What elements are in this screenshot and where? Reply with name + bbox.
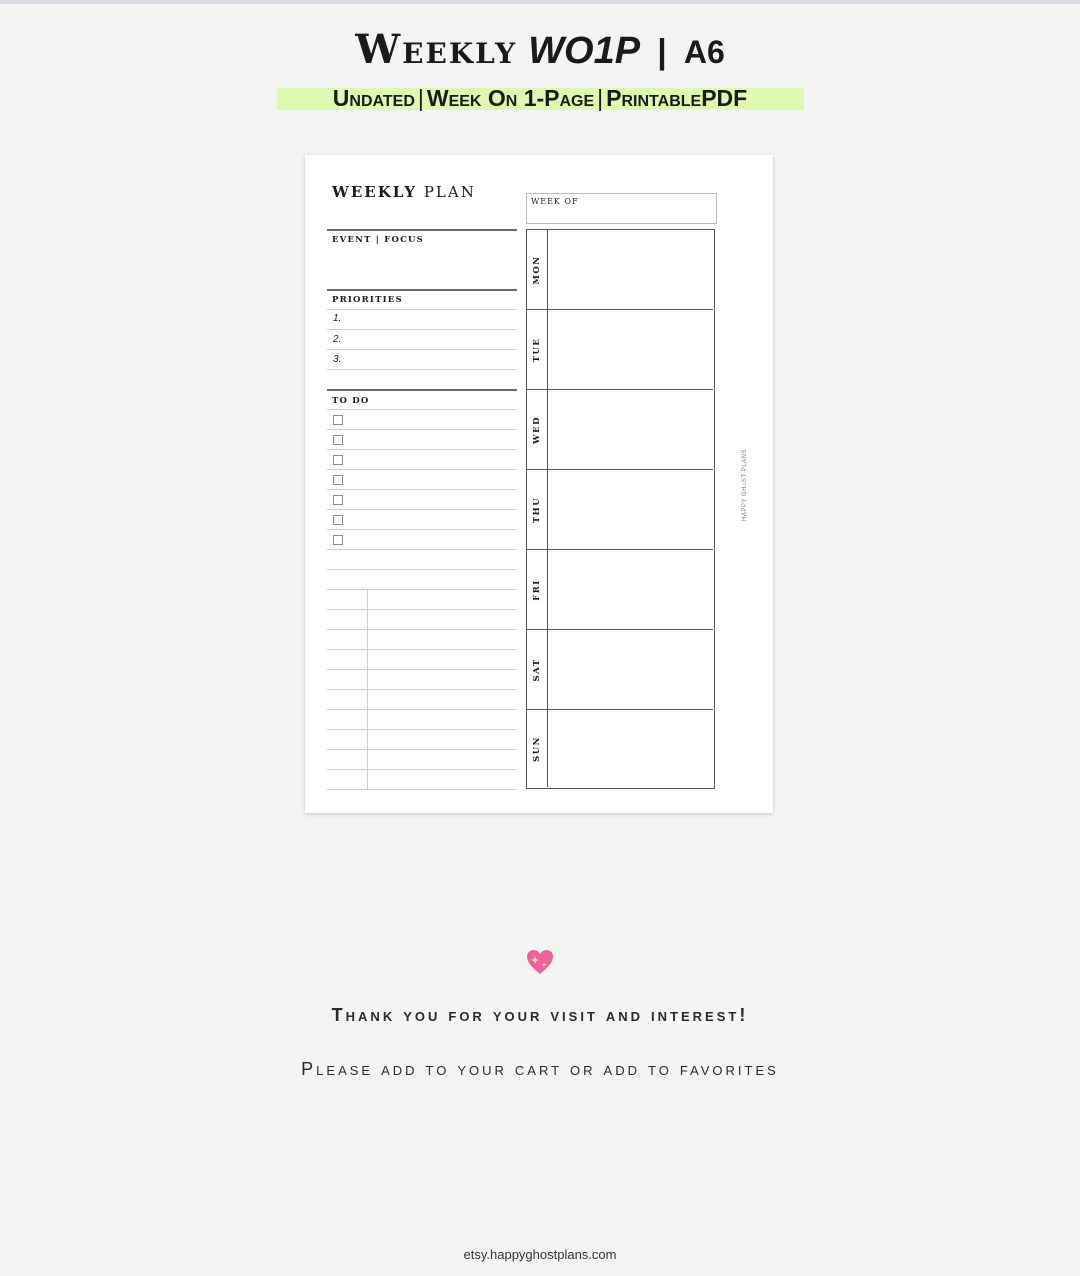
planner-sheet (305, 155, 773, 813)
week-of-label: WEEK OF (531, 197, 579, 206)
call-to-action-text: Please add to your cart or add to favorites (301, 1059, 779, 1079)
subtitle-printable: PrintablePDF (606, 85, 748, 111)
event-focus-label: EVENT | FOCUS (332, 235, 425, 245)
site-url[interactable]: etsy.happyghostplans.com (463, 1247, 617, 1262)
day-cell-wed[interactable] (527, 390, 713, 470)
todo-label: TO DO (332, 396, 370, 406)
top-edge-bar (0, 0, 1080, 4)
priority-number: 3. (333, 354, 342, 365)
thank-you-text: Thank you for your visit and interest! (331, 1005, 749, 1025)
day-cell-fri[interactable] (527, 550, 713, 630)
rule (327, 669, 517, 670)
planner-title-bold: WEEKLY (332, 183, 418, 201)
day-cell-tue[interactable] (527, 310, 713, 390)
todo-checkbox[interactable] (333, 475, 343, 485)
day-label: THU (532, 496, 542, 523)
priority-number: 1. (333, 313, 342, 324)
day-label-column (527, 710, 548, 787)
rule (327, 349, 517, 350)
day-cell-sun[interactable] (527, 710, 713, 787)
rule (327, 569, 517, 570)
subtitle-undated: Undated (332, 85, 415, 111)
day-label: TUE (532, 337, 542, 362)
sparkling-heart-icon (525, 947, 555, 977)
rule (327, 689, 517, 690)
rule (327, 309, 517, 310)
rule (327, 429, 517, 430)
todo-checkbox[interactable] (333, 535, 343, 545)
day-label-column (527, 230, 548, 309)
subtitle-separator: | (597, 85, 604, 111)
day-label-column (527, 550, 548, 629)
day-cell-thu[interactable] (527, 470, 713, 550)
rule (327, 369, 517, 370)
rule (327, 469, 517, 470)
day-label-column (527, 310, 548, 389)
days-grid (526, 229, 715, 789)
title-weekly: Weekly (355, 26, 518, 73)
rule (327, 589, 517, 590)
rule (327, 789, 517, 790)
day-label: WED (532, 415, 542, 444)
week-of-field (526, 193, 717, 224)
divider (327, 389, 517, 391)
title-wo1p: WO1P (528, 30, 641, 72)
subtitle-separator: | (417, 85, 424, 111)
rule (327, 769, 517, 770)
todo-checkbox[interactable] (333, 495, 343, 505)
day-label: SUN (532, 735, 542, 762)
priority-number: 2. (333, 334, 342, 345)
rule (327, 549, 517, 550)
rule (327, 749, 517, 750)
day-label: MON (532, 254, 542, 285)
day-cell-mon[interactable] (527, 230, 713, 310)
subtitle-wo1p: Week On 1-Page (426, 85, 595, 111)
title-separator: | (657, 33, 667, 71)
divider (327, 229, 517, 231)
day-label-column (527, 390, 548, 469)
planner-title (332, 183, 476, 201)
subtitle (0, 82, 1080, 114)
rule (327, 609, 517, 610)
todo-checkbox[interactable] (333, 415, 343, 425)
brand-watermark: HAPPY GH⌂ST PLANS (742, 449, 748, 521)
rule (327, 409, 517, 410)
todo-checkbox[interactable] (333, 515, 343, 525)
rule (327, 329, 517, 330)
rule (327, 509, 517, 510)
rule (327, 489, 517, 490)
day-label-column (527, 470, 548, 549)
day-label: FRI (532, 578, 542, 601)
priorities-label: PRIORITIES (332, 295, 403, 305)
divider (327, 289, 517, 291)
rule (327, 709, 517, 710)
rule (327, 729, 517, 730)
planner-title-light: PLAN (423, 183, 476, 201)
todo-checkbox[interactable] (333, 455, 343, 465)
rule (327, 449, 517, 450)
rule (327, 629, 517, 630)
rule (327, 649, 517, 650)
notes-column-divider (367, 589, 368, 789)
day-label: SAT (532, 657, 542, 682)
day-cell-sat[interactable] (527, 630, 713, 710)
page-title (0, 26, 1080, 76)
day-label-column (527, 630, 548, 709)
title-size: A6 (683, 34, 725, 70)
rule (327, 529, 517, 530)
todo-checkbox[interactable] (333, 435, 343, 445)
